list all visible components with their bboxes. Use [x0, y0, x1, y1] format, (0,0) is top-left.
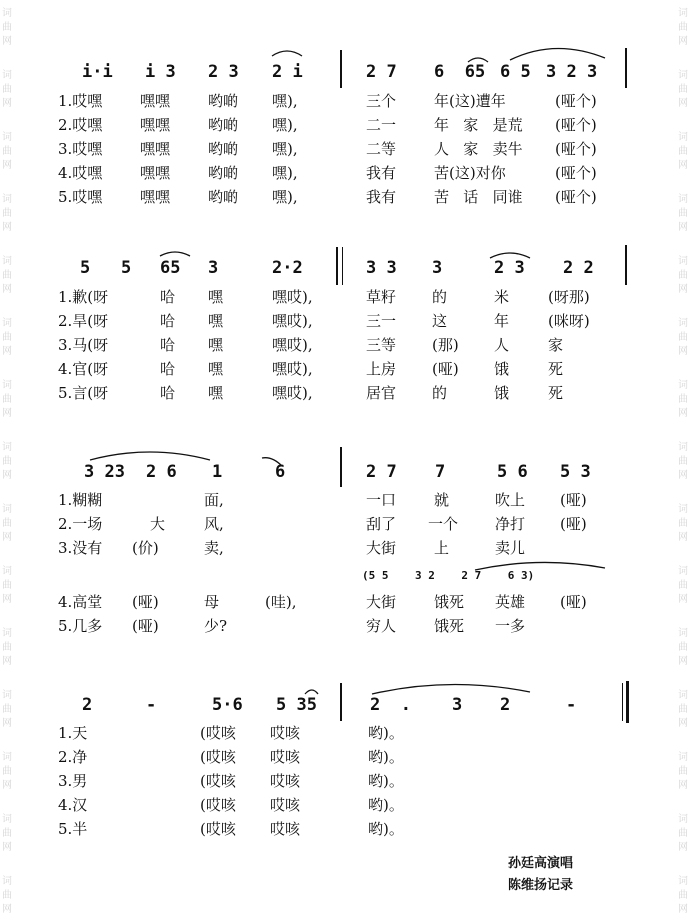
watermark-glyph: 曲: [2, 704, 12, 715]
lyric-syllable: 哈: [160, 384, 176, 402]
watermark-glyph: 网: [2, 842, 12, 853]
note-group: 5·6: [212, 695, 243, 715]
lyric-syllable: 穷人: [366, 617, 397, 635]
watermark-glyph: 曲: [2, 518, 12, 529]
lyric-syllable: 1.天: [58, 724, 88, 742]
watermark-glyph: 网: [678, 222, 688, 233]
lyric-syllable: 5.哎嘿: [58, 188, 103, 206]
lyric-syllable: 2.哎嘿: [58, 116, 103, 134]
lyric-syllable: 哟)。: [368, 820, 404, 838]
lyric-syllable: 年(这)遭年: [434, 92, 506, 110]
lyric-syllable: 嘿: [208, 312, 224, 330]
lyric-syllable: 少?: [204, 617, 228, 635]
watermark-glyph: 网: [678, 36, 688, 47]
watermark-glyph: 网: [2, 470, 12, 481]
watermark-glyph: 词: [678, 814, 688, 825]
note-group: 6 65: [434, 62, 486, 82]
lyric-syllable: 卖儿: [495, 539, 526, 557]
lyric-syllable: 家: [548, 336, 564, 354]
lyric-syllable: 哟啲: [208, 116, 239, 134]
lyric-syllable: (哇),: [265, 593, 297, 611]
watermark-glyph: 曲: [2, 146, 12, 157]
watermark-glyph: 网: [678, 842, 688, 853]
lyric-syllable: 的: [432, 288, 448, 306]
note-group: 2 6: [146, 462, 177, 482]
lyric-syllable: 饿死: [434, 593, 465, 611]
watermark-glyph: 词: [2, 194, 12, 205]
lyric-syllable: 嘿嘿: [140, 188, 171, 206]
lyric-syllable: 一个: [428, 515, 459, 533]
lyric-syllable: 死: [548, 384, 564, 402]
watermark-glyph: 网: [678, 408, 688, 419]
lyric-syllable: 3.哎嘿: [58, 140, 103, 158]
lyric-syllable: 哈: [160, 360, 176, 378]
lyric-syllable: (哎咳: [200, 724, 236, 742]
lyric-syllable: 哟)。: [368, 796, 404, 814]
lyric-syllable: (哑): [432, 360, 459, 378]
lyric-syllable: 嘿嘿: [140, 116, 171, 134]
watermark-glyph: 词: [2, 814, 12, 825]
lyric-syllable: 大: [150, 515, 166, 533]
note-group: 1: [212, 462, 223, 482]
watermark-glyph: 网: [2, 284, 12, 295]
watermark-glyph: 曲: [678, 22, 688, 33]
lyric-syllable: 哟啲: [208, 188, 239, 206]
note-group: 3 3: [366, 258, 397, 278]
note-group: 2 .: [370, 695, 411, 715]
note-group: 65: [160, 258, 181, 278]
lyric-syllable: 净打: [495, 515, 526, 533]
lyric-syllable: 哈: [160, 288, 176, 306]
recorder-credit: 陈维扬记录: [508, 878, 574, 893]
lyric-syllable: 三等: [366, 336, 397, 354]
lyric-syllable: 面,: [204, 491, 224, 509]
lyric-syllable: (哑): [132, 593, 159, 611]
lyric-syllable: 母: [204, 593, 220, 611]
watermark-glyph: 网: [678, 160, 688, 171]
lyric-syllable: 4.汉: [58, 796, 88, 814]
watermark-glyph: 曲: [2, 828, 12, 839]
lyric-syllable: 上房: [366, 360, 397, 378]
watermark-glyph: 曲: [2, 890, 12, 901]
watermark-glyph: 网: [678, 98, 688, 109]
lyric-syllable: 二一: [366, 116, 397, 134]
watermark-glyph: 词: [678, 876, 688, 887]
note-group: 2 3: [208, 62, 239, 82]
lyric-syllable: 一口: [366, 491, 397, 509]
lyric-syllable: (哑个): [555, 188, 597, 206]
lyric-syllable: 嘿),: [272, 92, 298, 110]
watermark-glyph: 词: [2, 318, 12, 329]
lyric-syllable: 哎咳: [270, 820, 301, 838]
watermark-glyph: 网: [678, 594, 688, 605]
note-group: 3 2 3: [546, 62, 598, 82]
note-group: -: [146, 695, 157, 715]
watermark-glyph: 词: [678, 380, 688, 391]
lyric-syllable: 死: [548, 360, 564, 378]
watermark-glyph: 曲: [678, 704, 688, 715]
lyric-syllable: 嘿: [208, 288, 224, 306]
watermark-glyph: 词: [2, 380, 12, 391]
note-group: 2 7: [366, 462, 397, 482]
lyric-syllable: 哎咳: [270, 724, 301, 742]
watermark-glyph: 词: [2, 504, 12, 515]
note-group: 5 6: [497, 462, 528, 482]
lyric-syllable: 哟啲: [208, 140, 239, 158]
watermark-glyph: 词: [2, 442, 12, 453]
watermark-glyph: 网: [678, 470, 688, 481]
lyric-syllable: 2.一场: [58, 515, 103, 533]
lyric-syllable: 哎咳: [270, 796, 301, 814]
watermark-glyph: 曲: [678, 270, 688, 281]
watermark-glyph: 网: [678, 532, 688, 543]
lyric-syllable: 米: [494, 288, 510, 306]
lyric-syllable: 嘿哎),: [272, 288, 313, 306]
lyric-syllable: 哈: [160, 312, 176, 330]
lyric-syllable: 二等: [366, 140, 397, 158]
lyric-syllable: 的: [432, 384, 448, 402]
watermark-glyph: 曲: [2, 766, 12, 777]
watermark-glyph: 词: [2, 876, 12, 887]
watermark-glyph: 曲: [2, 394, 12, 405]
watermark-glyph: 曲: [678, 828, 688, 839]
note-group: 2·2: [272, 258, 303, 278]
lyric-syllable: 就: [434, 491, 450, 509]
watermark-glyph: 曲: [2, 84, 12, 95]
lyric-syllable: 嘿哎),: [272, 312, 313, 330]
watermark-glyph: 词: [678, 566, 688, 577]
note-group: 2 i: [272, 62, 303, 82]
watermark-glyph: 曲: [2, 580, 12, 591]
watermark-glyph: 网: [2, 346, 12, 357]
watermark-glyph: 网: [678, 656, 688, 667]
lyric-syllable: 草籽: [366, 288, 397, 306]
watermark-glyph: 词: [678, 318, 688, 329]
lyric-syllable: 这: [432, 312, 448, 330]
singer-credit: 孙廷高演唱: [508, 856, 574, 871]
lyric-syllable: 苦 话 同谁: [434, 188, 523, 206]
lyric-syllable: 人: [494, 336, 510, 354]
watermark-glyph: 网: [2, 160, 12, 171]
note-group: 6 5: [500, 62, 531, 82]
watermark-glyph: 词: [2, 8, 12, 19]
note-group: 2 2: [563, 258, 594, 278]
lyric-syllable: 嘿: [208, 360, 224, 378]
watermark-glyph: 曲: [678, 642, 688, 653]
lyric-syllable: 嘿),: [272, 140, 298, 158]
watermark-glyph: 网: [2, 656, 12, 667]
lyric-syllable: 哎咳: [270, 748, 301, 766]
note-group: 3 23: [84, 462, 125, 482]
watermark-glyph: 网: [2, 594, 12, 605]
lyric-syllable: 年 家 是荒: [434, 116, 523, 134]
watermark-glyph: 词: [678, 132, 688, 143]
watermark-glyph: 网: [2, 98, 12, 109]
note-group: 3: [432, 258, 443, 278]
lyric-syllable: 哈: [160, 336, 176, 354]
lyric-syllable: 一多: [495, 617, 526, 635]
lyric-syllable: 哟)。: [368, 724, 404, 742]
lyric-syllable: 英雄: [495, 593, 526, 611]
watermark-glyph: 词: [2, 132, 12, 143]
lyric-syllable: 大街: [366, 593, 397, 611]
watermark-glyph: 词: [678, 194, 688, 205]
lyric-syllable: (哑): [560, 515, 587, 533]
lyric-syllable: 饿死: [434, 617, 465, 635]
lyric-syllable: 嘿嘿: [140, 164, 171, 182]
lyric-syllable: 年: [494, 312, 510, 330]
lyric-syllable: (哑个): [555, 116, 597, 134]
note-group: i 3: [145, 62, 176, 82]
watermark-glyph: 词: [678, 8, 688, 19]
watermark-glyph: 曲: [2, 456, 12, 467]
lyric-syllable: 嘿哎),: [272, 336, 313, 354]
lyric-syllable: (呀那): [548, 288, 590, 306]
lyric-syllable: 我有: [366, 188, 397, 206]
watermark-glyph: 曲: [678, 766, 688, 777]
watermark-glyph: 网: [678, 904, 688, 915]
lyric-syllable: 嘿),: [272, 164, 298, 182]
lyric-syllable: (哑个): [555, 92, 597, 110]
lyric-syllable: 居官: [366, 384, 397, 402]
note-group: 5 35: [276, 695, 317, 715]
note-group: 7: [435, 462, 446, 482]
watermark-glyph: 词: [678, 70, 688, 81]
lyric-syllable: 哟)。: [368, 772, 404, 790]
watermark-glyph: 网: [678, 780, 688, 791]
watermark-glyph: 网: [2, 718, 12, 729]
lyric-syllable: (哑个): [555, 140, 597, 158]
watermark-glyph: 曲: [678, 84, 688, 95]
lyric-syllable: 饿: [494, 384, 510, 402]
watermark-glyph: 网: [2, 408, 12, 419]
lyric-syllable: (哎咳: [200, 796, 236, 814]
watermark-glyph: 词: [2, 628, 12, 639]
lyric-syllable: 2.旱(呀: [58, 312, 109, 330]
lyric-syllable: 3.没有: [58, 539, 103, 557]
lyric-syllable: 上: [434, 539, 450, 557]
note-group: 5 5: [80, 258, 132, 278]
watermark-glyph: 曲: [2, 270, 12, 281]
note-group: 2: [82, 695, 93, 715]
lyric-syllable: 哟啲: [208, 164, 239, 182]
watermark-glyph: 词: [2, 566, 12, 577]
watermark-glyph: 曲: [2, 642, 12, 653]
lyric-syllable: (哑个): [555, 164, 597, 182]
lyric-syllable: 1.糊糊: [58, 491, 103, 509]
watermark-glyph: 网: [678, 718, 688, 729]
lyric-syllable: 人 家 卖牛: [434, 140, 523, 158]
watermark-glyph: 曲: [2, 208, 12, 219]
lyric-syllable: 刮了: [366, 515, 397, 533]
lyric-syllable: (哎咳: [200, 772, 236, 790]
lyric-syllable: 风,: [204, 515, 224, 533]
lyric-syllable: 3.马(呀: [58, 336, 109, 354]
watermark-glyph: 曲: [678, 890, 688, 901]
watermark-glyph: 词: [678, 752, 688, 763]
lyric-syllable: 嘿: [208, 336, 224, 354]
watermark-glyph: 网: [2, 904, 12, 915]
lyric-syllable: (哑): [560, 593, 587, 611]
lyric-syllable: 嘿),: [272, 116, 298, 134]
lyric-syllable: 4.哎嘿: [58, 164, 103, 182]
watermark-glyph: 网: [2, 36, 12, 47]
lyric-syllable: 三一: [366, 312, 397, 330]
watermark-glyph: 词: [678, 442, 688, 453]
lyric-syllable: 4.高堂: [58, 593, 103, 611]
lyric-syllable: 3.男: [58, 772, 88, 790]
lyric-syllable: (那): [432, 336, 459, 354]
watermark-glyph: 曲: [678, 580, 688, 591]
note-group: 3: [208, 258, 219, 278]
lyric-syllable: 哎咳: [270, 772, 301, 790]
lyric-syllable: (价): [132, 539, 159, 557]
watermark-glyph: 曲: [678, 208, 688, 219]
watermark-glyph: 词: [2, 70, 12, 81]
lyric-syllable: 苦(这)对你: [434, 164, 506, 182]
lyric-syllable: 嘿: [208, 384, 224, 402]
note-group: i·i: [82, 62, 113, 82]
lyric-syllable: (哑): [132, 617, 159, 635]
lyric-syllable: 吹上: [495, 491, 526, 509]
lyric-syllable: (咪呀): [548, 312, 590, 330]
lyric-syllable: 哟啲: [208, 92, 239, 110]
lyric-syllable: (哎咳: [200, 820, 236, 838]
lyric-syllable: 三个: [366, 92, 397, 110]
note-group: -: [566, 695, 577, 715]
lyric-syllable: 大街: [366, 539, 397, 557]
lyric-syllable: 4.官(呀: [58, 360, 109, 378]
watermark-glyph: 词: [2, 256, 12, 267]
lyric-syllable: 5.半: [58, 820, 88, 838]
lyric-syllable: 2.净: [58, 748, 88, 766]
note-group: 6: [275, 462, 286, 482]
watermark-glyph: 网: [2, 532, 12, 543]
lyric-syllable: 饿: [494, 360, 510, 378]
watermark-glyph: 曲: [678, 332, 688, 343]
lyric-syllable: 嘿),: [272, 188, 298, 206]
lyric-syllable: (哑): [560, 491, 587, 509]
watermark-glyph: 网: [2, 780, 12, 791]
watermark-glyph: 词: [2, 690, 12, 701]
lyric-syllable: 5.几多: [58, 617, 103, 635]
note-group: 2 7: [366, 62, 397, 82]
lyric-syllable: 卖,: [204, 539, 224, 557]
lyric-syllable: 1.哎嘿: [58, 92, 103, 110]
lyric-syllable: 嘿哎),: [272, 360, 313, 378]
watermark-glyph: 曲: [678, 394, 688, 405]
lyric-syllable: 嘿嘿: [140, 140, 171, 158]
watermark-glyph: 网: [678, 284, 688, 295]
note-group: 2 3: [494, 258, 525, 278]
note-group: 5 3: [560, 462, 591, 482]
watermark-glyph: 曲: [2, 332, 12, 343]
lyric-syllable: 5.言(呀: [58, 384, 109, 402]
watermark-glyph: 词: [678, 504, 688, 515]
lyric-syllable: 1.歉(呀: [58, 288, 109, 306]
note-group: 3: [452, 695, 463, 715]
lyric-syllable: 嘿嘿: [140, 92, 171, 110]
lyric-syllable: 我有: [366, 164, 397, 182]
alternate-melody-notes: (5 5 3 2 2 7 6 3): [362, 569, 535, 582]
watermark-glyph: 词: [678, 628, 688, 639]
lyric-syllable: (哎咳: [200, 748, 236, 766]
watermark-glyph: 曲: [678, 456, 688, 467]
lyric-syllable: 哟)。: [368, 748, 404, 766]
watermark-glyph: 词: [678, 256, 688, 267]
watermark-glyph: 网: [2, 222, 12, 233]
watermark-glyph: 词: [2, 752, 12, 763]
watermark-glyph: 曲: [678, 146, 688, 157]
watermark-glyph: 曲: [678, 518, 688, 529]
watermark-glyph: 网: [678, 346, 688, 357]
watermark-glyph: 词: [678, 690, 688, 701]
lyric-syllable: 嘿哎),: [272, 384, 313, 402]
note-group: 2: [500, 695, 511, 715]
watermark-glyph: 曲: [2, 22, 12, 33]
